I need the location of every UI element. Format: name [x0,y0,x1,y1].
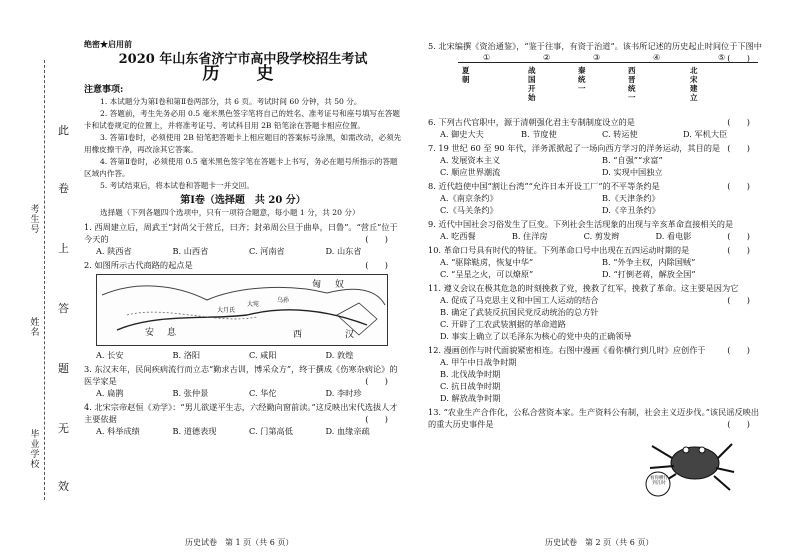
answer-paren: ( ) [727,231,750,241]
q3-stem: 3. 东汉末年，民间疾病流行而立志“勤求古训，博采众方”，终于撰成《伤寒杂病论》的医学家是 [84,364,398,386]
secret-mark: 绝密★启用前 [84,39,132,49]
timeline-label: ① [483,53,491,62]
option: D. 实现中国独立 [602,167,663,177]
answer-paren: ( ) [727,345,750,355]
school-field: 毕业学校 [30,430,40,470]
option: D.《辛丑条约》 [602,205,660,215]
timeline-label: ③ [593,53,601,62]
timeline-event: 西晋统一 [628,66,636,102]
map-label: 汉 [345,330,355,340]
option: D. 李时珍 [325,388,362,398]
option: A. 发展资本主义 [440,155,501,165]
question-12 [428,344,764,356]
q3-options [84,387,402,399]
q5-stem: 5. 北宋编撰《资治通鉴》，“鉴于往事，有资于治道”。该书所记述的历史起止时间位于下图中 [428,41,762,51]
map-label: 匈 [312,280,322,290]
map-label: 安 [145,328,155,338]
answer-paren: ( ) [727,53,750,63]
question-6 [428,116,764,128]
q6-options [428,128,764,140]
timeline [428,54,764,112]
option: B. 确定了武装反抗国民党反动统治的总方针 [440,307,599,317]
timeline-axis [458,62,758,63]
option: C. 剪发辫 [583,231,620,241]
option: C. 华佗 [249,388,277,398]
timeline-label: ⑤ [718,53,726,62]
answer-paren: ( ) [365,414,388,424]
option: A. 长安 [96,350,124,360]
option: A. “驱除鞑虏，恢复中华” [440,257,534,267]
option: C. 门第高低 [249,426,293,436]
section-heading: 第Ⅰ卷（选择题 共 20 分） [180,195,306,206]
q12-options [428,356,764,404]
left-page [84,38,402,437]
option: B. 北伐战争时期 [440,369,501,379]
page-footer-right: 历史试卷 第 2 页（共 6 页） [545,538,654,547]
q9-options [428,230,727,242]
q10-options-b [428,268,764,280]
crab-icon [640,418,735,503]
option: D. 解放战争时期 [440,393,501,403]
question-7 [428,142,764,154]
q11-stem: 11. 遵义会议在极其危急的时刻挽救了党，挽救了红军，挽救了革命。这主要是因为它 [428,283,739,293]
option: A. 扁鹊 [96,388,124,398]
option: B. “自强”“求富” [602,155,663,165]
option: C.《马关条约》 [440,205,498,215]
seal-word: 卷 [58,182,69,195]
option: A. 科举成绩 [96,426,140,436]
seal-word: 无 [58,422,69,435]
option: A. 御史大夫 [440,129,484,139]
option: C. 抗日战争时期 [440,381,501,391]
note-item: 3. 答第Ⅰ卷时，必须使用 2B 铅笔把答题卡上相应题目的答案标号涂黑，如需改动，必须先用橡皮擦干净，再改涂其它答案。 [84,133,402,154]
binding-strip [0,0,80,560]
map-label: 西 [293,330,303,340]
page-footer-left: 历史试卷 第 1 页（共 6 页） [185,538,294,547]
option: D. 敦煌 [325,350,354,360]
exam-number-field: 考生号 [30,205,40,235]
option: B. 住洋房 [511,231,548,241]
answer-paren: ( ) [365,234,388,244]
crab-cartoon [640,418,735,513]
right-page [428,38,764,430]
option: A.《南京条约》 [440,193,498,203]
q1-stem: 1. 西周建立后，周武王“封尚父于营丘，曰齐；封弟周公旦于曲阜，曰鲁”。“营丘”位于今天的 [84,222,398,244]
option: B. 山西省 [172,246,209,256]
q8-stem: 8. 近代趋使中国“割让台湾”“允许日本开设工厂”的不平等条约是 [428,181,660,191]
map-label: 大月氏 [217,307,236,314]
option: C. 咸阳 [249,350,277,360]
timeline-event: 秦统一 [578,66,586,93]
option: A. 陕西省 [96,246,132,256]
q4-stem: 4. 北宋宗帝赵恒《劝学》：“男儿欲遂平生志，六经勤向窗前读。”这反映出宋代选拔人才主要依据 [84,402,398,424]
q2-stem: 2. 如图所示古代商路的起点是 [84,260,193,270]
notes-heading: 注意事项: [84,85,124,95]
q10-options-a [428,256,764,268]
note-item: 2. 答题前，考生先务必用 0.5 毫米黑色签字笔将自己的姓名、准考证号和座号填写在答题卡和试卷规定的位置上，并将准考证号、考试科目用 2B 铅笔涂在答题卡相应位置。 [84,109,400,130]
option: B. 节度使 [521,129,557,139]
seal-word: 题 [58,362,69,375]
option: C. 河南省 [249,246,285,256]
question-1 [84,221,402,245]
cartoon-caption: 看你横行到几时 [650,476,668,486]
map-label: 息 [167,328,177,338]
q7-options-a [428,154,764,166]
timeline-event: 夏朝 [462,66,470,84]
option: B. 洛阳 [172,350,201,360]
option: D. “打倒老蒋，解放全国” [602,269,696,279]
q7-stem: 7. 19 世纪 60 至 90 年代，洋务派掀起了一场向西方学习的洋务运动，其目的是 [428,143,721,153]
answer-paren: ( ) [365,376,388,386]
q6-stem: 6. 下列古代官职中，源于清朝强化君主专制制度设立的是 [428,117,635,127]
silk-road-map [96,274,388,346]
timeline-event: 北宋建立 [690,66,698,102]
q4-options [84,425,402,437]
timeline-label: ④ [653,53,661,62]
option: C. “呈星之火，可以燎原” [440,269,534,279]
q1-options [84,245,402,257]
option: C. 顺应世界潮流 [440,167,501,177]
answer-paren: ( ) [365,260,388,270]
note-item: 5. 考试结束后，将本试卷和答题卡一并交回。 [100,181,254,190]
question-10 [428,244,764,256]
option: D. 看电影 [655,231,692,241]
note-item: 1. 本试题分为第Ⅰ卷和第Ⅱ卷两部分，共 6 页。考试时间 60 分钟，共 50 分。 [100,97,362,106]
option: D. 军机大臣 [683,129,728,139]
option: A. 吃西餐 [440,231,476,241]
question-5 [428,40,764,63]
option: D. 山东省 [325,246,362,256]
map-label: 乌孙 [277,297,290,304]
q12-stem: 12. 漫画创作与时代面貌紧密相连。右图中漫画《看你横行到几时》应创作于 [428,345,706,355]
answer-paren: ( ) [727,419,750,429]
seal-word: 此 [58,124,69,137]
instruction: 选择题（下列各题四个选项中，只有一项符合题意，每小题 1 分，共 20 分） [100,208,360,217]
q11-options [428,294,764,342]
option: B. 张仲景 [172,388,209,398]
q13-stem: 13. “农业生产合作化，公私合营资本家。生产资料公有制，社会主义迈步伐。”该民谣反映出的重大历史事件是 [428,407,760,429]
q9-stem: 9. 近代中国社会习俗发生了巨变。下列社会生活现象的出现与辛亥革命直接相关的是 [428,219,734,229]
note-item: 4. 答第Ⅱ卷时，必须使用 0.5 毫米黑色签字笔在答题卡上书写，务必在题号所指示的答题区域内作答。 [84,157,398,178]
binding-line [44,60,45,500]
name-field: 姓名 [30,318,40,338]
map-label: 奴 [335,280,345,290]
option: D. 血缘亲疏 [325,426,370,436]
q2-options [84,349,402,361]
option: C. 开辟了工农武装割据的革命道路 [440,319,566,329]
question-8 [428,180,764,192]
question-2 [84,259,402,271]
answer-paren: ( ) [727,117,750,127]
exam-title: 2020 年山东省济宁市高中段学校招生考试 [118,52,368,67]
option: B.《天津条约》 [602,193,660,203]
timeline-event: 战国开始 [528,66,536,102]
answer-paren: ( ) [727,143,750,153]
q10-stem: 10. 革命口号具有时代的特征。下列革命口号中出现在五四运动时期的是 [428,245,690,255]
exam-subject: 历 史 [202,64,284,84]
option: C. 转运使 [602,129,638,139]
seal-word: 答 [58,302,69,315]
seal-word: 效 [58,480,69,493]
q8-options-a [428,192,764,204]
map-label: 大宛 [247,301,260,308]
question-3 [84,363,402,387]
option: B. 道德表现 [172,426,217,436]
option: D. 事实上确立了以毛泽东为核心的党中央的正确领导 [440,331,632,341]
answer-paren: ( ) [727,245,750,255]
timeline-label: ② [543,53,551,62]
q7-options-b [428,166,764,178]
q8-options-b [428,204,764,216]
option: B. “外争主权，内除国贼” [602,257,696,267]
option: A. 促成了马克思主义和中国工人运动的结合 [440,295,599,305]
answer-paren: ( ) [727,181,750,191]
answer-paren: ( ) [727,295,750,305]
question-4 [84,401,402,425]
seal-word: 上 [58,242,69,255]
option: A. 甲午中日战争时期 [440,357,517,367]
